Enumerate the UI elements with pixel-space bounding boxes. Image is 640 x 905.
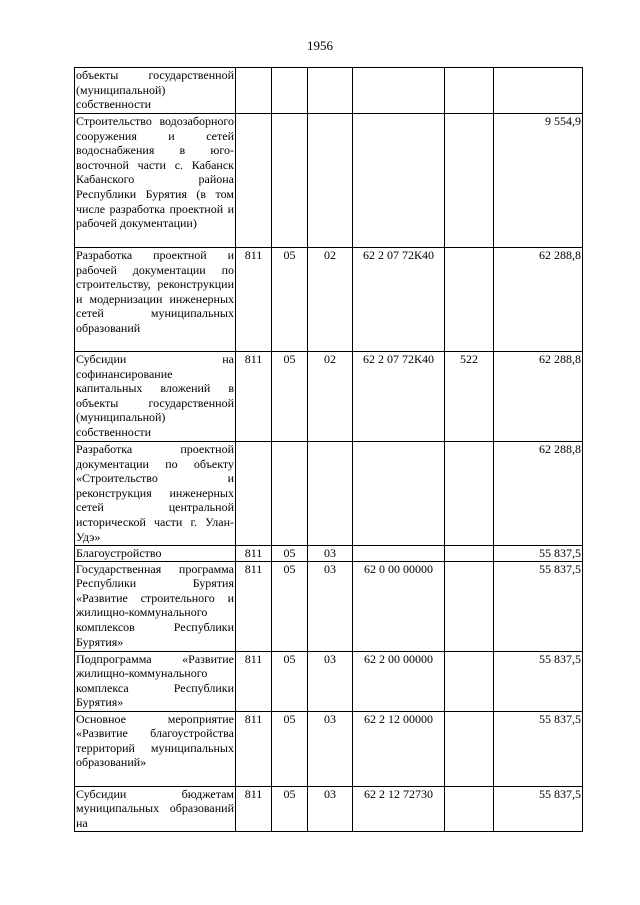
table-row (75, 442, 583, 546)
row-name: объекты государственной (муниципальной) собственности (75, 68, 236, 114)
expense-code (445, 114, 494, 248)
section-code: 05 (272, 248, 308, 352)
page-number: 1956 (307, 38, 333, 53)
section-code: 05 (272, 786, 308, 831)
table-row (75, 248, 583, 352)
subsection-code: 03 (308, 546, 353, 562)
subsection-code (308, 114, 353, 248)
section-code: 05 (272, 352, 308, 442)
amount: 62 288,8 (494, 352, 583, 442)
section-code (272, 442, 308, 546)
table-row (75, 68, 583, 114)
ministry-code (236, 442, 272, 546)
ministry-code: 811 (236, 546, 272, 562)
target-code: 62 2 07 72К40 (353, 248, 445, 352)
amount: 62 288,8 (494, 442, 583, 546)
row-name: Субсидии на софинансирование капитальных вложений в объекты государственной (муниципальной) собственности (75, 352, 236, 442)
row-name: Разработка проектной и рабочей документации по строительству, реконструкции и модернизации инженерных сетей муниципальных образований (75, 248, 236, 352)
section-code: 05 (272, 651, 308, 711)
target-code (353, 114, 445, 248)
amount: 9 554,9 (494, 114, 583, 248)
subsection-code: 03 (308, 651, 353, 711)
expense-code (445, 651, 494, 711)
table-row (75, 561, 583, 651)
subsection-code: 03 (308, 711, 353, 786)
expense-code (445, 442, 494, 546)
target-code: 62 2 07 72К40 (353, 352, 445, 442)
expense-code (445, 546, 494, 562)
ministry-code (236, 114, 272, 248)
row-name: Основное мероприятие «Развитие благоустройства территорий муниципальных образований» (75, 711, 236, 786)
target-code (353, 68, 445, 114)
table-row (75, 546, 583, 562)
target-code: 62 2 12 72730 (353, 786, 445, 831)
table-row (75, 711, 583, 786)
expense-code (445, 561, 494, 651)
ministry-code: 811 (236, 248, 272, 352)
amount: 55 837,5 (494, 546, 583, 562)
row-name: Субсидии бюджетам муниципальных образований на (76, 786, 234, 830)
ministry-code: 811 (236, 651, 272, 711)
ministry-code: 811 (236, 711, 272, 786)
expense-code (445, 711, 494, 786)
target-code: 62 2 00 00000 (353, 651, 445, 711)
subsection-code: 03 (308, 786, 353, 831)
section-code (272, 68, 308, 114)
expense-code (445, 248, 494, 352)
amount: 55 837,5 (494, 651, 583, 711)
row-name: Разработка проектной документации по объекту «Строительство и реконструкция инженерных сетей центральной исторической части г. Улан-Удэ» (76, 442, 234, 544)
target-code (353, 442, 445, 546)
table-row (75, 651, 583, 711)
target-code (353, 546, 445, 562)
budget-table (74, 67, 583, 832)
subsection-code: 02 (308, 352, 353, 442)
subsection-code (308, 68, 353, 114)
row-name: Подпрограмма «Развитие жилищно-коммунального комплекса Республики Бурятия» (76, 651, 234, 710)
table-row (75, 352, 583, 442)
row-name: Строительство водозаборного сооружения и сетей водоснабжения в юго-восточной части с. Кабанск Кабанского района Республики Бурятия (в том числе разработка проектной и рабочей документации) (75, 114, 236, 248)
table-row (75, 786, 583, 831)
ministry-code: 811 (236, 561, 272, 651)
section-code (272, 114, 308, 248)
amount: 55 837,5 (494, 711, 583, 786)
amount (494, 68, 583, 114)
section-code: 05 (272, 546, 308, 562)
amount: 55 837,5 (494, 561, 583, 651)
table-row (75, 114, 583, 248)
expense-code (445, 68, 494, 114)
subsection-code: 02 (308, 248, 353, 352)
expense-code (445, 786, 494, 831)
section-code: 05 (272, 711, 308, 786)
ministry-code: 811 (236, 786, 272, 831)
subsection-code (308, 442, 353, 546)
subsection-code: 03 (308, 561, 353, 651)
amount: 62 288,8 (494, 248, 583, 352)
row-name: Благоустройство (75, 546, 236, 562)
amount: 55 837,5 (494, 786, 583, 831)
ministry-code: 811 (236, 352, 272, 442)
row-name: Государственная программа Республики Бурятия «Развитие строительного и жилищно-коммунального комплексов Республики Бурятия» (75, 561, 236, 651)
target-code: 62 0 00 00000 (353, 561, 445, 651)
ministry-code (236, 68, 272, 114)
expense-code: 522 (445, 352, 494, 442)
section-code: 05 (272, 561, 308, 651)
target-code: 62 2 12 00000 (353, 711, 445, 786)
